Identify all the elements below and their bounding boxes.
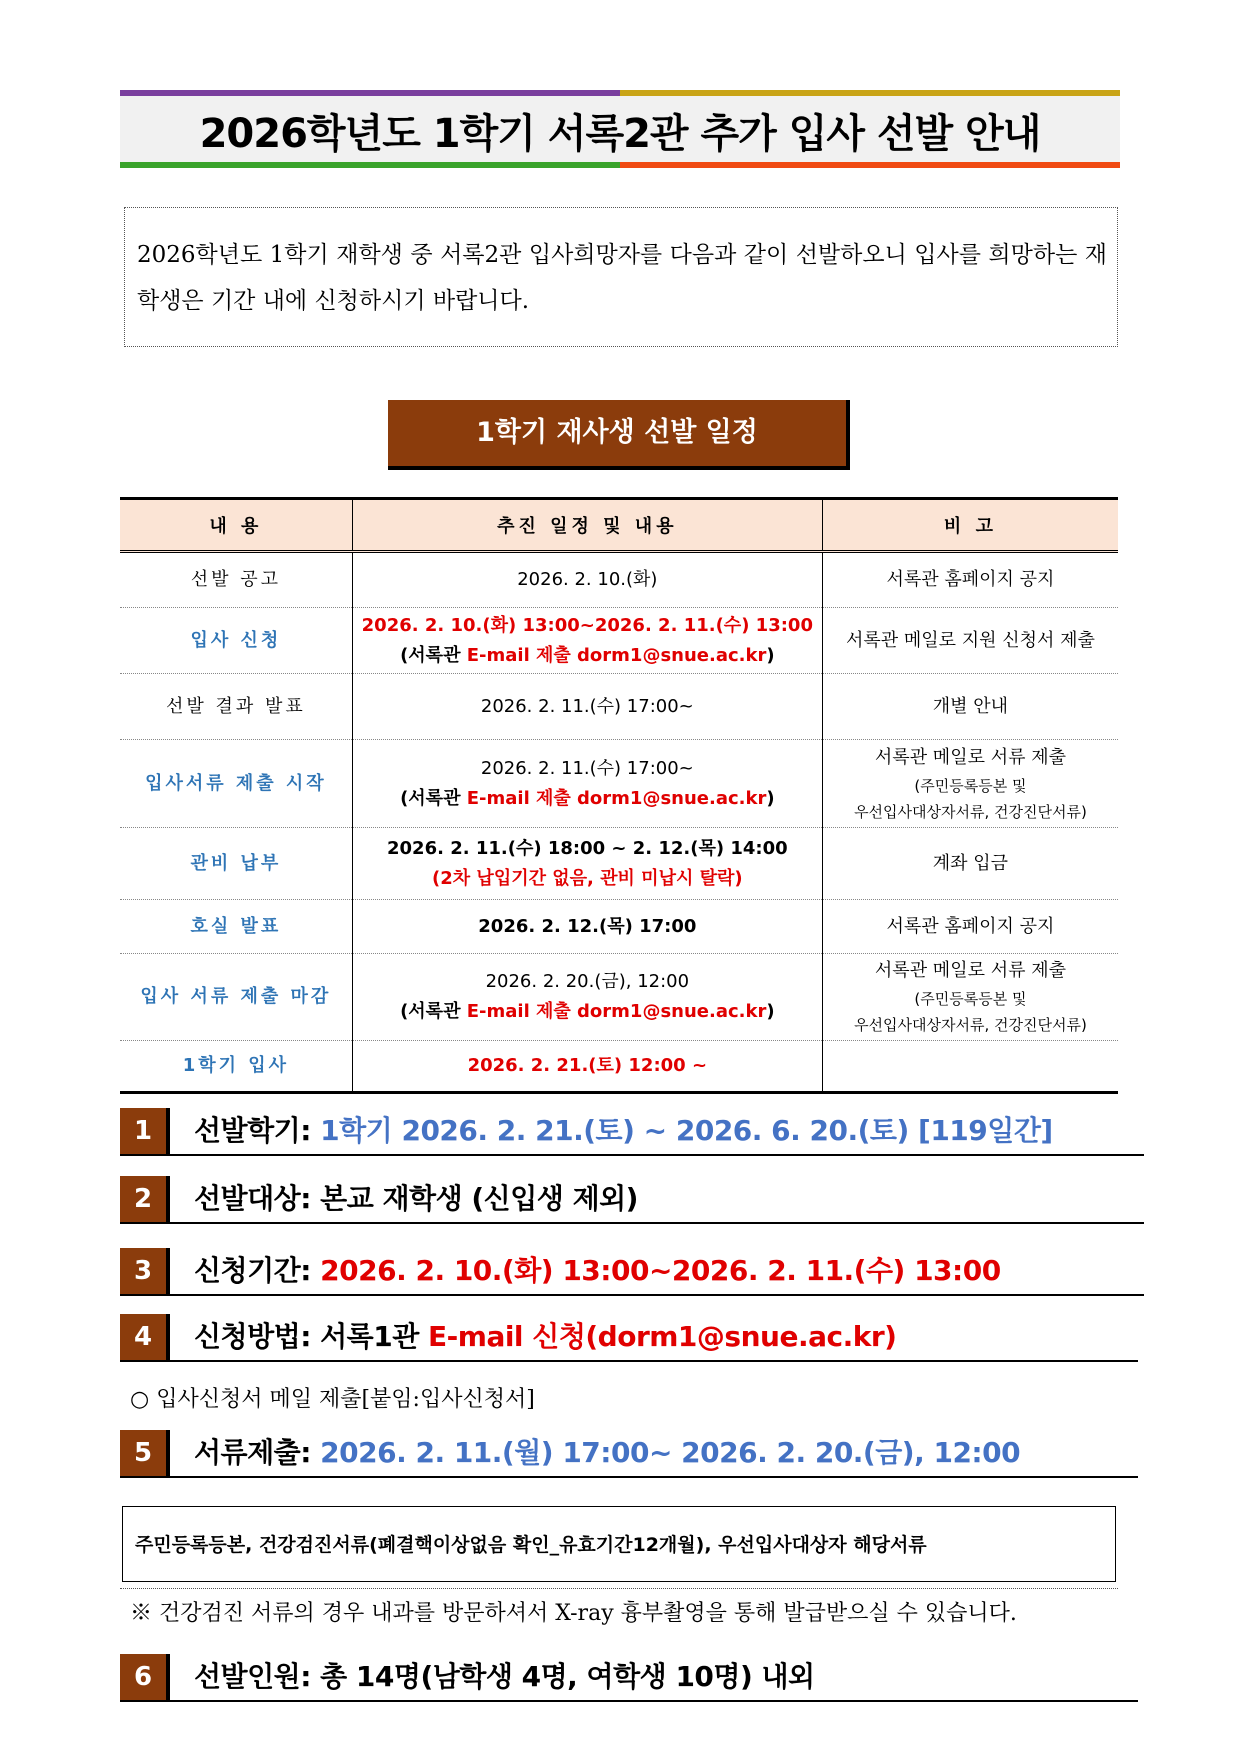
- row-note: [822, 900, 1118, 954]
- row-item: 입사 서류 제출 마감: [120, 954, 352, 1041]
- title-banner: [120, 90, 1120, 168]
- table-row: [120, 954, 1118, 1041]
- schedule-email-line: [355, 641, 820, 671]
- table-row: [120, 900, 1118, 954]
- email-suffix: ): [766, 644, 775, 666]
- section-number: 6: [120, 1654, 170, 1700]
- schedule-warning: (2차 납입기간 없음, 관비 미납시 탈락): [432, 867, 743, 889]
- note-detail: 우선입사대상자서류, 건강진단서류): [854, 802, 1087, 821]
- section-value: 2026. 2. 11.(월) 17:00~ 2026. 2. 20.(금), 12:00: [320, 1436, 1021, 1469]
- note-text: 서록관 메일로 서류 제출: [874, 746, 1066, 768]
- row-schedule: [352, 674, 822, 740]
- section-text: [194, 1654, 815, 1700]
- section-label: 선발인원: 총 14명(남학생 4명, 여학생 10명) 내외: [194, 1660, 815, 1693]
- email-link: E-mail 제출 dorm1@snue.ac.kr: [466, 1001, 767, 1022]
- schedule-text: 2026. 2. 10.(화) 13:00~2026. 2. 11.(수) 13:00: [361, 614, 813, 636]
- row-schedule: [352, 954, 822, 1041]
- section-value: 1학기 2026. 2. 21.(토) ~ 2026. 6. 20.(토) [119일간]: [320, 1114, 1053, 1147]
- section-text: [194, 1314, 896, 1360]
- schedule-text: 2026. 2. 21.(토) 12:00 ~: [467, 1055, 708, 1076]
- section-quota: [120, 1654, 1138, 1702]
- email-link: E-mail 제출 dorm1@snue.ac.kr: [466, 644, 767, 666]
- row-item: 호실 발표: [120, 900, 352, 954]
- row-item: 선발 결과 발표: [120, 674, 352, 740]
- schedule-email-line: [355, 997, 820, 1027]
- section-text: [194, 1108, 1053, 1154]
- section-method: [120, 1314, 1138, 1362]
- table-header-row: [120, 499, 1118, 552]
- schedule-text: 2026. 2. 11.(수) 18:00 ~ 2. 12.(목) 14:00: [387, 837, 788, 859]
- section-text: [194, 1430, 1020, 1476]
- application-note: ○ 입사신청서 메일 제출[붙임:입사신청서]: [130, 1387, 535, 1412]
- banner-top-right-bar: [620, 90, 1120, 96]
- note-text: 서록관 메일로 지원 신청서 제출: [845, 629, 1095, 651]
- row-schedule: [352, 608, 822, 674]
- xray-note: ※ 건강검진 서류의 경우 내과를 방문하셔서 X-ray 흉부촬영을 통해 발급받으실 수 있습니다.: [130, 1601, 1017, 1626]
- section-target: [120, 1176, 1144, 1224]
- section-label: 선발대상:: [194, 1182, 321, 1215]
- schedule-text: 2026. 2. 10.(화): [517, 569, 658, 590]
- note-text: 계좌 입금: [932, 852, 1009, 874]
- row-schedule: [352, 740, 822, 828]
- schedule-text: 2026. 2. 11.(수) 17:00~: [480, 757, 694, 779]
- table-row: [120, 828, 1118, 900]
- section-value: 본교 재학생 (신입생 제외): [320, 1182, 638, 1215]
- email-link: E-mail 제출 dorm1@snue.ac.kr: [466, 787, 767, 809]
- schedule-table: [120, 497, 1118, 1094]
- page-title: 2026학년도 1학기 서록2관 추가 입사 선발 안내: [199, 111, 1041, 157]
- row-item: 1학기 입사: [120, 1041, 352, 1093]
- section-value: 2026. 2. 10.(화) 13:00~2026. 2. 11.(수) 13:00: [320, 1254, 1001, 1287]
- header-item: 내 용: [120, 499, 352, 552]
- email-prefix: (서록관: [400, 1001, 467, 1022]
- table-row: [120, 1041, 1118, 1093]
- schedule-text: 2026. 2. 12.(목) 17:00: [478, 915, 697, 937]
- note-detail: (주민등록등본 및: [914, 990, 1027, 1008]
- row-note: [822, 608, 1118, 674]
- section-number: 5: [120, 1430, 170, 1476]
- table-row: [120, 740, 1118, 828]
- row-note: [822, 552, 1118, 608]
- row-item: 입사서류 제출 시작: [120, 740, 352, 828]
- section-label: 선발학기:: [194, 1114, 321, 1147]
- section-period: [120, 1248, 1144, 1296]
- banner-top-left-bar: [120, 90, 620, 96]
- section-number: 4: [120, 1314, 170, 1360]
- email-prefix: (서록관: [400, 787, 467, 809]
- schedule-text: 2026. 2. 20.(금), 12:00: [485, 971, 690, 992]
- row-item: 입사 신청: [120, 608, 352, 674]
- header-schedule: 추진 일정 및 내용: [352, 499, 822, 552]
- section-documents: [120, 1430, 1138, 1478]
- row-note: [822, 954, 1118, 1041]
- schedule-heading: 1학기 재사생 선발 일정: [388, 400, 850, 470]
- schedule-email-line: [355, 784, 820, 814]
- table-row: [120, 674, 1118, 740]
- header-note: 비 고: [822, 499, 1118, 552]
- row-note: [822, 674, 1118, 740]
- email-prefix: (서록관: [400, 644, 467, 666]
- section-label: 신청기간:: [194, 1254, 321, 1287]
- row-note: [822, 740, 1118, 828]
- section-number: 1: [120, 1108, 170, 1154]
- note-detail: (주민등록등본 및: [914, 776, 1027, 795]
- table-row: [120, 608, 1118, 674]
- banner-bottom-right-bar: [620, 162, 1120, 168]
- row-item: 선발 공고: [120, 552, 352, 608]
- row-schedule: [352, 1041, 822, 1093]
- section-label: 신청방법: 서록1관: [194, 1320, 429, 1353]
- row-schedule: [352, 552, 822, 608]
- section-number: 2: [120, 1176, 170, 1222]
- schedule-text: 2026. 2. 11.(수) 17:00~: [480, 695, 694, 717]
- table-row: [120, 552, 1118, 608]
- row-item: 관비 납부: [120, 828, 352, 900]
- section-value: E-mail 신청(dorm1@snue.ac.kr): [428, 1320, 897, 1353]
- row-schedule: [352, 828, 822, 900]
- note-detail: 우선입사대상자서류, 건강진단서류): [854, 1016, 1087, 1034]
- section-semester: [120, 1108, 1144, 1156]
- email-suffix: ): [766, 787, 775, 809]
- row-note: [822, 828, 1118, 900]
- documents-box: 주민등록등본, 건강검진서류(폐결핵이상없음 확인_유효기간12개월), 우선입사대상자 해당서류: [122, 1506, 1116, 1582]
- note-text: 서록관 홈페이지 공지: [886, 915, 1055, 937]
- section-text: [194, 1176, 638, 1222]
- note-text: 서록관 홈페이지 공지: [886, 569, 1055, 590]
- section-label: 서류제출:: [194, 1436, 321, 1469]
- email-suffix: ): [766, 1001, 775, 1022]
- banner-bottom-left-bar: [120, 162, 620, 168]
- divider: [120, 1588, 1118, 1589]
- note-text: 개별 안내: [932, 695, 1009, 717]
- row-schedule: [352, 900, 822, 954]
- section-text: [194, 1248, 1001, 1294]
- note-text: 서록관 메일로 서류 제출: [874, 960, 1066, 981]
- row-note: [822, 1041, 1118, 1093]
- section-number: 3: [120, 1248, 170, 1294]
- intro-box: 2026학년도 1학기 재학생 중 서록2관 입사희망자를 다음과 같이 선발하오니 입사를 희망하는 재학생은 기간 내에 신청하시기 바랍니다.: [124, 207, 1118, 347]
